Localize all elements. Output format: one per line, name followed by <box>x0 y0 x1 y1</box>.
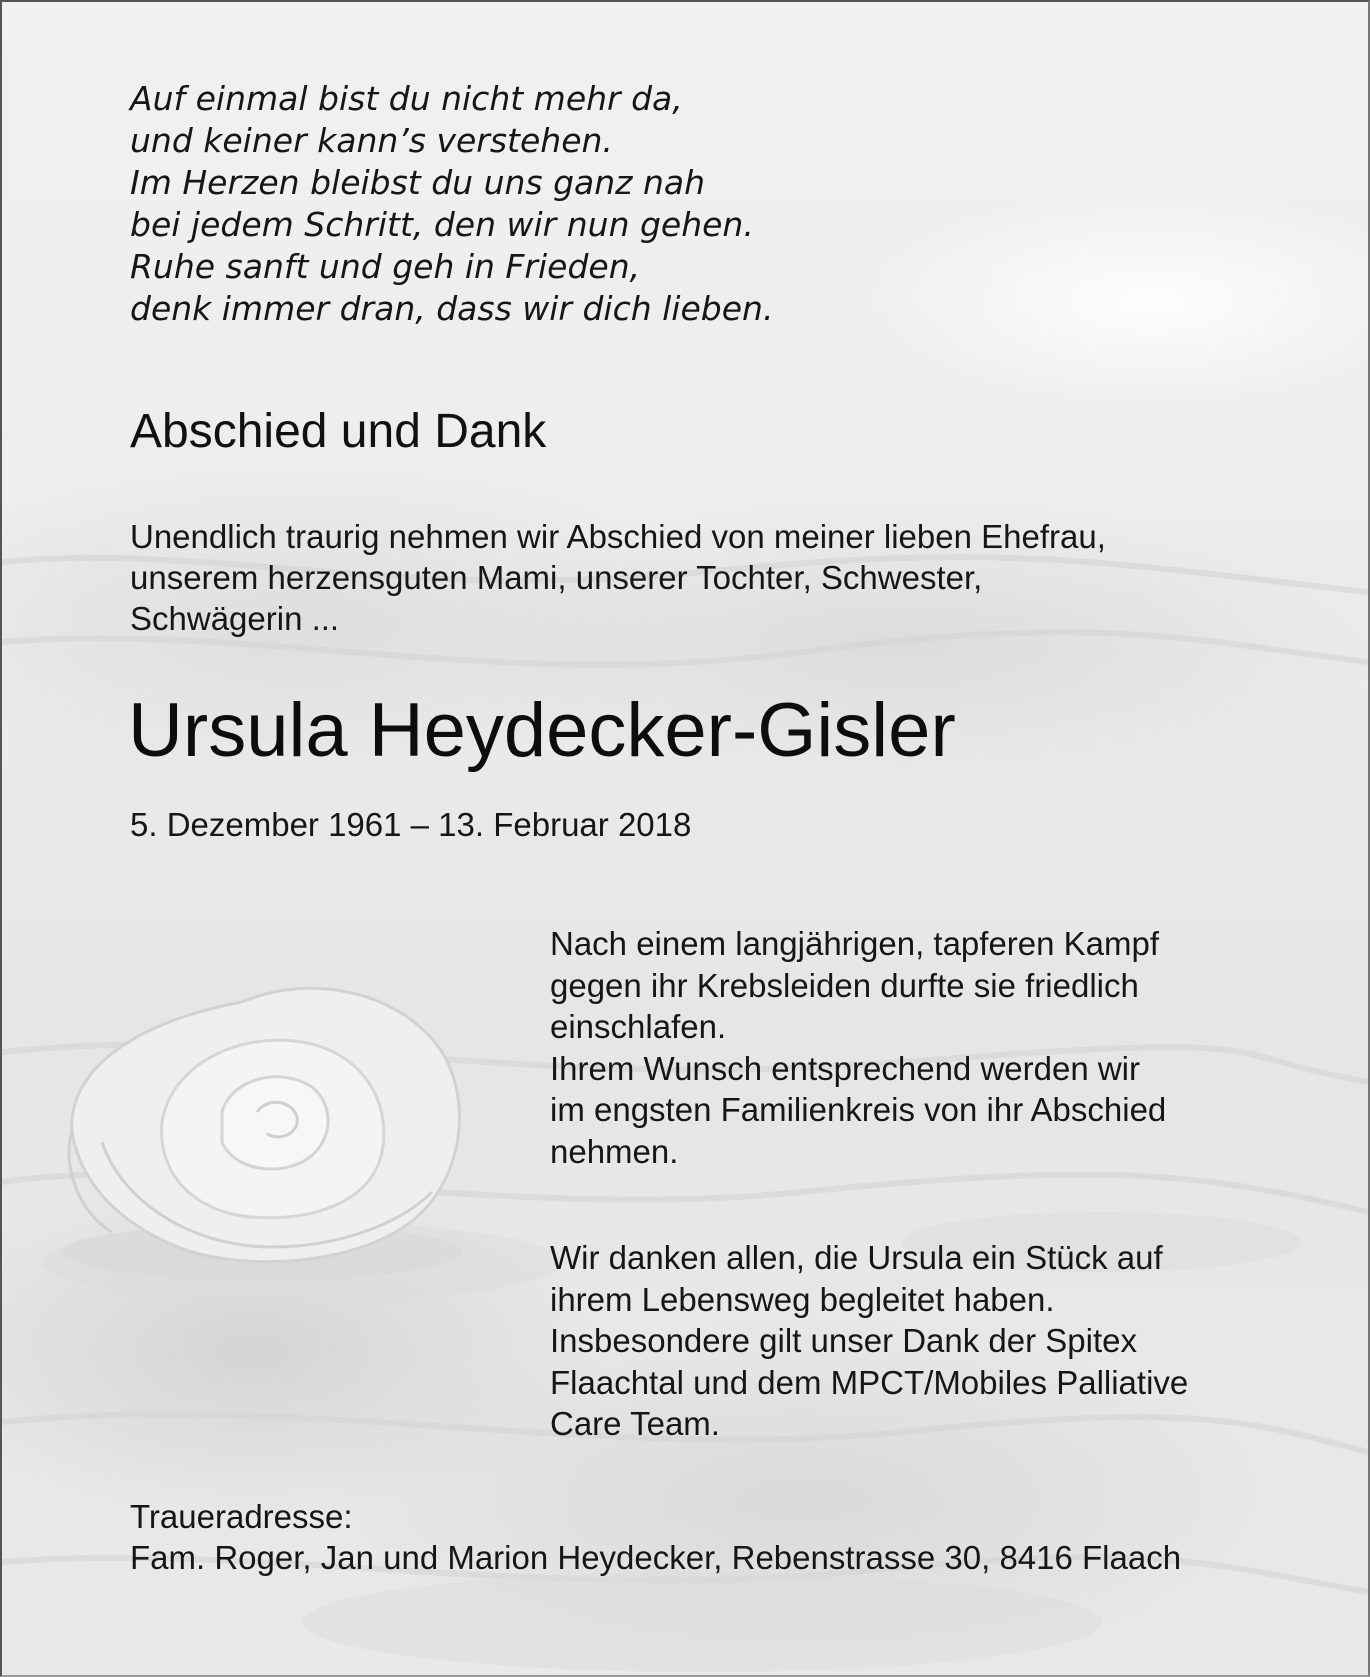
paragraph-line: Flaachtal und dem MPCT/Mobiles Palliative <box>550 1363 1189 1401</box>
poem-line: denk immer dran, dass wir dich lieben. <box>130 289 774 328</box>
paragraph-thanks <box>550 1237 1188 1445</box>
paragraph-line: Ihrem Wunsch entsprechend werden wir <box>550 1049 1141 1087</box>
paragraph-line: gegen ihr Krebsleiden durfte sie friedlich <box>550 966 1139 1004</box>
intro-line: Unendlich traurig nehmen wir Abschied von meiner lieben Ehefrau, <box>130 518 1106 555</box>
paragraph-line: Nach einem langjährigen, tapferen Kampf <box>550 925 1160 962</box>
intro-line: Schwägerin ... <box>130 600 340 637</box>
poem-line: Ruhe sanft und geh in Frieden, <box>130 247 641 286</box>
intro-line: unserem herzensguten Mami, unserer Tochter, Schwester, <box>130 559 983 596</box>
poem-line: Auf einmal bist du nicht mehr da, <box>130 79 683 118</box>
poem-line: Im Herzen bleibst du uns ganz nah <box>130 163 706 202</box>
address-label: Traueradresse: <box>130 1498 353 1535</box>
paragraph-line: Care Team. <box>550 1405 720 1442</box>
poem <box>130 78 773 330</box>
paragraph-line: Wir danken allen, die Ursula ein Stück auf <box>550 1239 1163 1276</box>
heading: Abschied und Dank <box>130 405 547 458</box>
paragraph-line: ihrem Lebensweg begleitet haben. <box>550 1280 1055 1318</box>
paragraph-line: im engsten Familienkreis von ihr Abschied <box>550 1091 1167 1128</box>
deceased-name: Ursula Heydecker-Gisler <box>128 688 956 773</box>
poem-line: bei jedem Schritt, den wir nun gehen. <box>130 205 754 244</box>
life-dates: 5. Dezember 1961 – 13. Februar 2018 <box>130 806 692 843</box>
paragraph-line: nehmen. <box>550 1132 679 1170</box>
paragraph-line: Insbesondere gilt unser Dank der Spitex <box>550 1322 1138 1359</box>
poem-line: und keiner kann’s verstehen. <box>130 121 613 160</box>
intro-text <box>130 516 1106 639</box>
paragraph-line: einschlafen. <box>550 1008 727 1045</box>
paragraph-passing <box>550 923 1166 1172</box>
rose-image <box>42 962 502 1292</box>
mourning-address: Fam. Roger, Jan und Marion Heydecker, Rebenstrasse 30, 8416 Flaach <box>130 1539 1182 1576</box>
